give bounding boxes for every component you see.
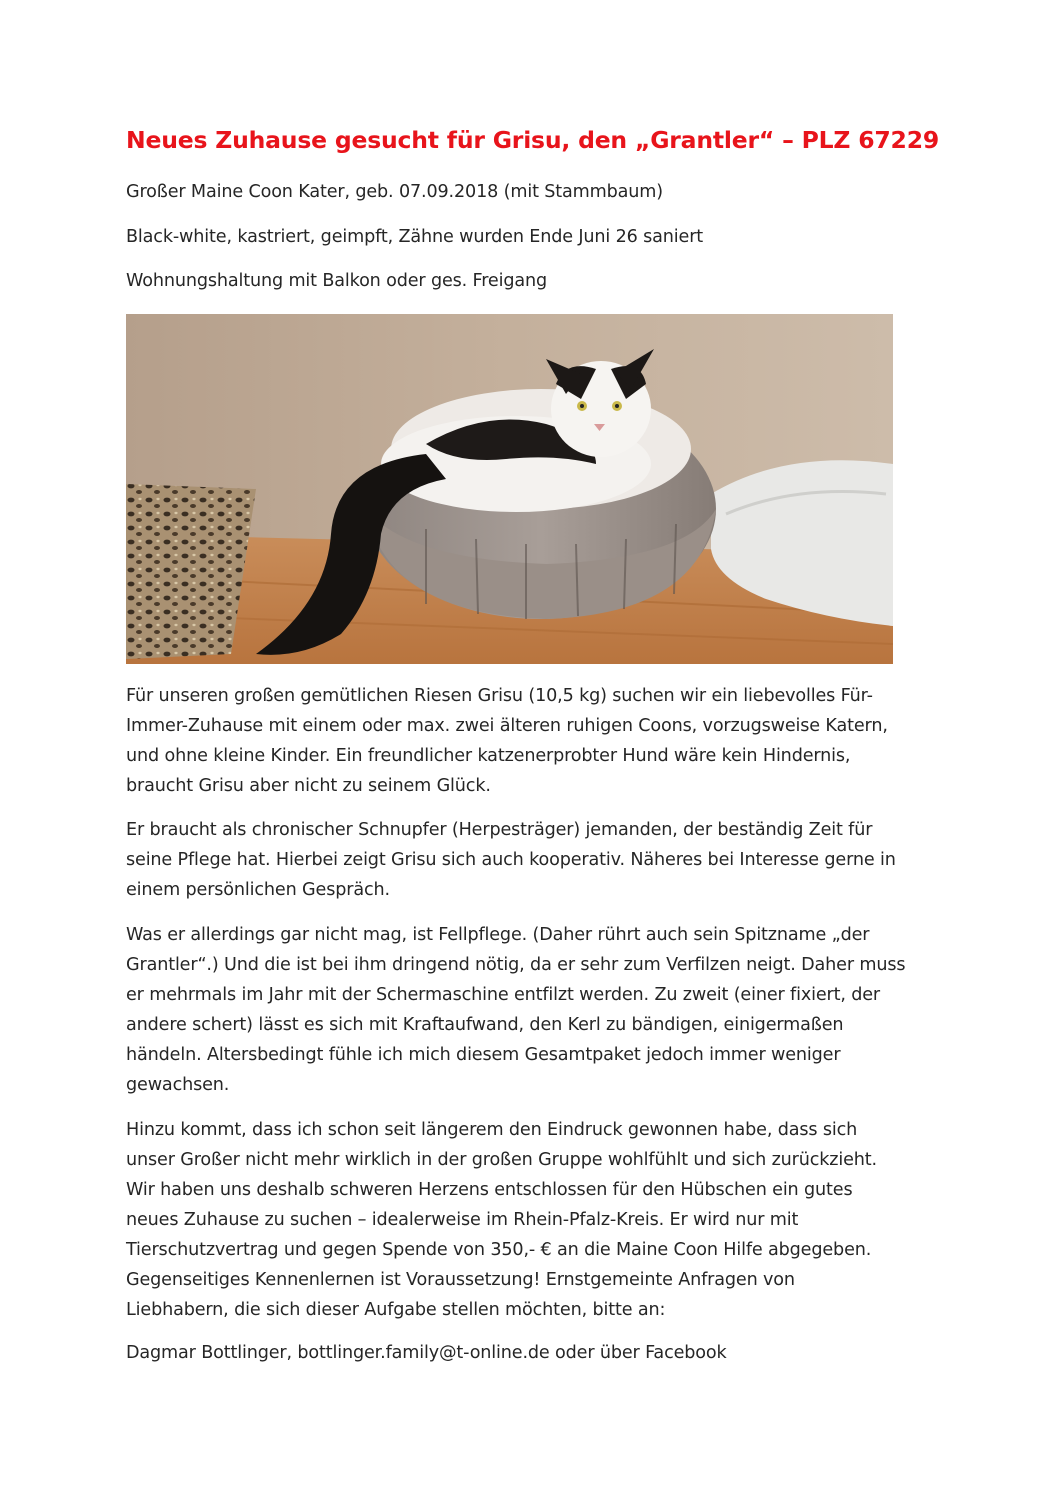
text-line: Grantler“.) Und die ist bei ihm dringend nötig, da er sehr zum Verfilzen neigt. Daher muss <box>126 955 906 975</box>
paragraph-health <box>126 815 936 905</box>
text-line: Für unseren großen gemütlichen Riesen Grisu (10,5 kg) suchen wir ein liebevolles Für- <box>126 686 873 706</box>
text-line: Er braucht als chronischer Schnupfer (Herpesträger) jemanden, der beständig Zeit für <box>126 820 873 840</box>
page-title: Neues Zuhause gesucht für Grisu, den „Grantler“ – PLZ 67229 <box>126 126 940 154</box>
text-line: er mehrmals im Jahr mit der Schermaschine entfilzt werden. Zu zweit (einer fixiert, der <box>126 985 880 1005</box>
cat-photo <box>126 314 893 664</box>
fact-housing: Wohnungshaltung mit Balkon oder ges. Freigang <box>126 271 548 291</box>
text-line: neues Zuhause zu suchen – idealerweise im Rhein-Pfalz-Kreis. Er wird nur mit <box>126 1210 799 1230</box>
text-line: gewachsen. <box>126 1075 230 1095</box>
contact-line: Dagmar Bottlinger, bottlinger.family@t-online.de oder über Facebook <box>126 1343 727 1363</box>
paragraph-intro <box>126 681 936 801</box>
text-line: seine Pflege hat. Hierbei zeigt Grisu sich auch kooperativ. Näheres bei Interesse gerne in <box>126 850 896 870</box>
text-line: unser Großer nicht mehr wirklich in der großen Gruppe wohlfühlt und sich zurückzieht. <box>126 1150 877 1170</box>
text-line: händeln. Altersbedingt fühle ich mich diesem Gesamtpaket jedoch immer weniger <box>126 1045 841 1065</box>
text-line: Wir haben uns deshalb schweren Herzens entschlossen für den Hübschen ein gutes <box>126 1180 853 1200</box>
fact-health: Black-white, kastriert, geimpft, Zähne wurden Ende Juni 26 saniert <box>126 227 704 247</box>
paragraph-grooming <box>126 920 936 1100</box>
text-line: Gegenseitiges Kennenlernen ist Voraussetzung! Ernstgemeinte Anfragen von <box>126 1270 795 1290</box>
text-line: einem persönlichen Gespräch. <box>126 880 390 900</box>
text-line: Tierschutzvertrag und gegen Spende von 350,- € an die Maine Coon Hilfe abgegeben. <box>126 1240 872 1260</box>
text-line: Was er allerdings gar nicht mag, ist Fellpflege. (Daher rührt auch sein Spitzname „der <box>126 925 870 945</box>
text-line: braucht Grisu aber nicht zu seinem Glück. <box>126 776 491 796</box>
fact-breed: Großer Maine Coon Kater, geb. 07.09.2018 (mit Stammbaum) <box>126 182 663 202</box>
text-line: Hinzu kommt, dass ich schon seit längerem den Eindruck gewonnen habe, dass sich <box>126 1120 858 1140</box>
text-line: andere schert) lässt es sich mit Kraftaufwand, den Kerl zu bändigen, einigermaßen <box>126 1015 844 1035</box>
text-line: Immer-Zuhause mit einem oder max. zwei älteren ruhigen Coons, vorzugsweise Katern, <box>126 716 888 736</box>
paragraph-reason <box>126 1115 936 1325</box>
text-line: und ohne kleine Kinder. Ein freundlicher katzenerprobter Hund wäre kein Hindernis, <box>126 746 851 766</box>
text-line: Liebhabern, die sich dieser Aufgabe stellen möchten, bitte an: <box>126 1300 666 1320</box>
